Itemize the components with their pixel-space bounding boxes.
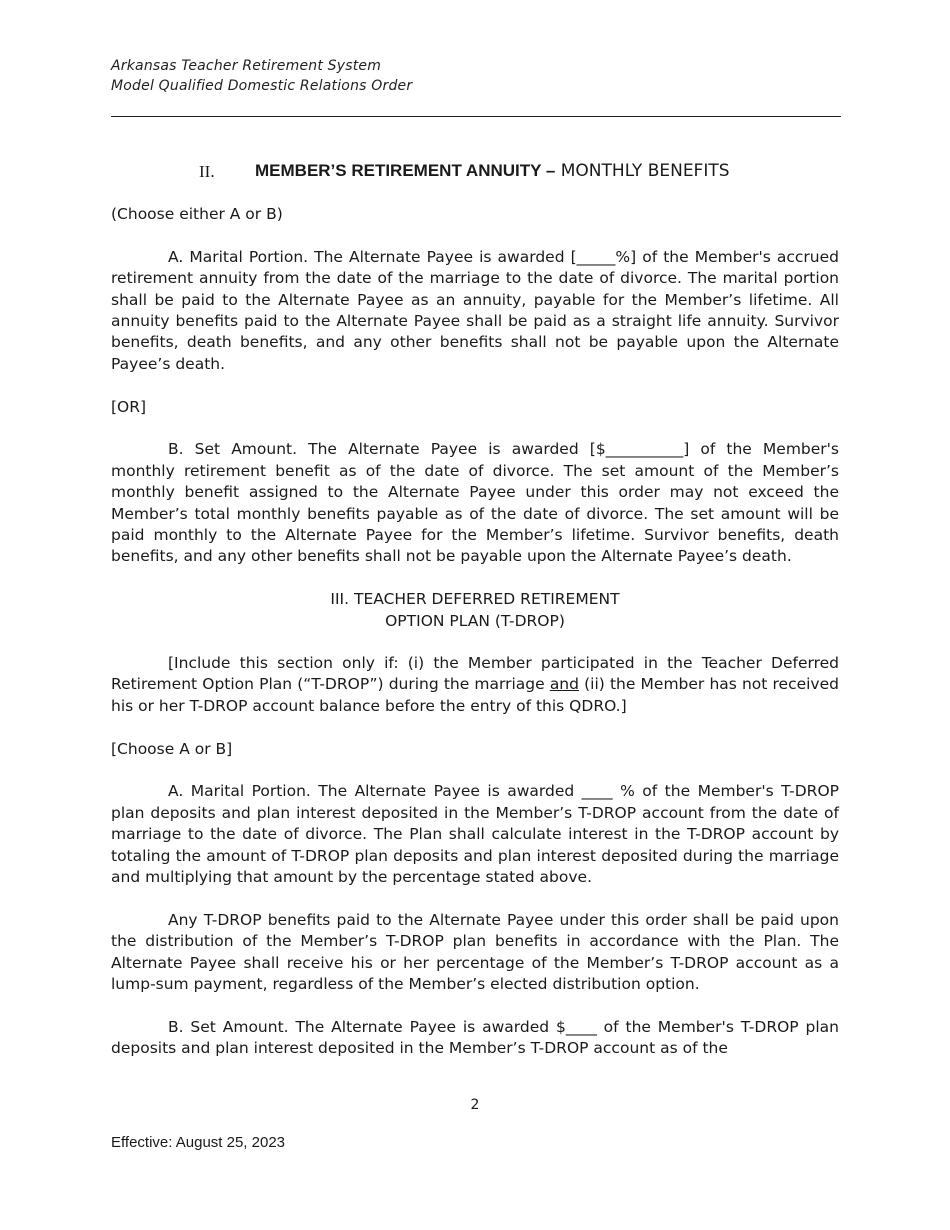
section-2-heading	[111, 158, 839, 184]
section-2-or: [OR]	[111, 397, 147, 416]
section-3-paragraph-b: B. Set Amount. The Alternate Payee is awarded $____ of the Member's T-DROP plan deposits and plan interest deposited in the Member’s T-DROP account as of the	[111, 1017, 839, 1058]
include-note-part1: [Include this section only if: (i) the Member participated in the Teacher Deferred Retirement Option Plan (“T-DROP”) during the marriage	[111, 654, 839, 694]
section-3-title-line2: OPTION PLAN (T-DROP)	[385, 611, 565, 630]
section-2-paragraph-b: B. Set Amount. The Alternate Payee is awarded [$__________] of the Member's monthly retirement benefit as of the date of divorce. The set amount of the Member’s monthly benefit assigned to the Alternate Payee under this order may not exceed the Member’s total monthly benefits payable as of the date of divorce. The set amount will be paid monthly to the Alternate Payee for the Member’s lifetime. Survivor benefits, death benefits, and any other benefits shall not be payable upon the Alternate Payee’s death.	[111, 440, 839, 566]
header-organization: Arkansas Teacher Retirement System	[111, 58, 382, 74]
include-note-part2: (ii) the Member has not received his or her T-DROP account balance before the entry of this QDRO.]	[111, 675, 839, 715]
section-2-title-rest: MONTHLY BENEFITS	[555, 161, 730, 181]
section-2-choose-instruction: (Choose either A or B)	[111, 205, 283, 223]
section-3-title-line1: III. TEACHER DEFERRED RETIREMENT	[330, 590, 620, 609]
page-number: 2	[470, 1097, 480, 1113]
section-2-paragraph-a: A. Marital Portion. The Alternate Payee is awarded [_____%] of the Member's accrued retirement annuity from the date of the marriage to the date of divorce. The marital portion shall be paid to the Alternate Payee as an annuity, payable for the Member’s lifetime. All annuity benefits paid to the Alternate Payee shall be paid as a straight life annuity. Survivor benefits, death benefits, and any other benefits shall not be payable upon the Alternate Payee’s death.	[111, 247, 839, 373]
section-3-paragraph-a: A. Marital Portion. The Alternate Payee is awarded ____ % of the Member's T-DROP plan deposits and plan interest deposited in the Member’s T-DROP account from the date of marriage to the date of divorce. The Plan shall calculate interest in the T-DROP account by totaling the amount of T-DROP plan deposits and plan interest deposited during the marriage and multiplying that amount by the percentage stated above.	[111, 782, 839, 887]
section-2-number: II.	[199, 162, 215, 181]
section-3-include-note	[111, 653, 839, 717]
header-divider	[111, 116, 841, 117]
document-header	[111, 56, 412, 96]
section-2-title-bold: MEMBER’S RETIREMENT ANNUITY –	[255, 161, 556, 180]
effective-date-footer: Effective: August 25, 2023	[111, 1134, 286, 1151]
document-body	[111, 158, 839, 1081]
section-3-paragraph-distribution: Any T-DROP benefits paid to the Alternate Payee under this order shall be paid upon the distribution of the Member’s T-DROP plan benefits in accordance with the Plan. The Alternate Payee shall receive his or her percentage of the Member’s T-DROP account as a lump-sum payment, regardless of the Member’s elected distribution option.	[111, 910, 839, 994]
include-note-and: and	[549, 675, 579, 694]
section-3-choose-instruction: [Choose A or B]	[111, 739, 233, 758]
section-3-heading	[111, 589, 839, 632]
header-document-title: Model Qualified Domestic Relations Order	[111, 78, 413, 94]
section-2-title	[255, 160, 730, 182]
